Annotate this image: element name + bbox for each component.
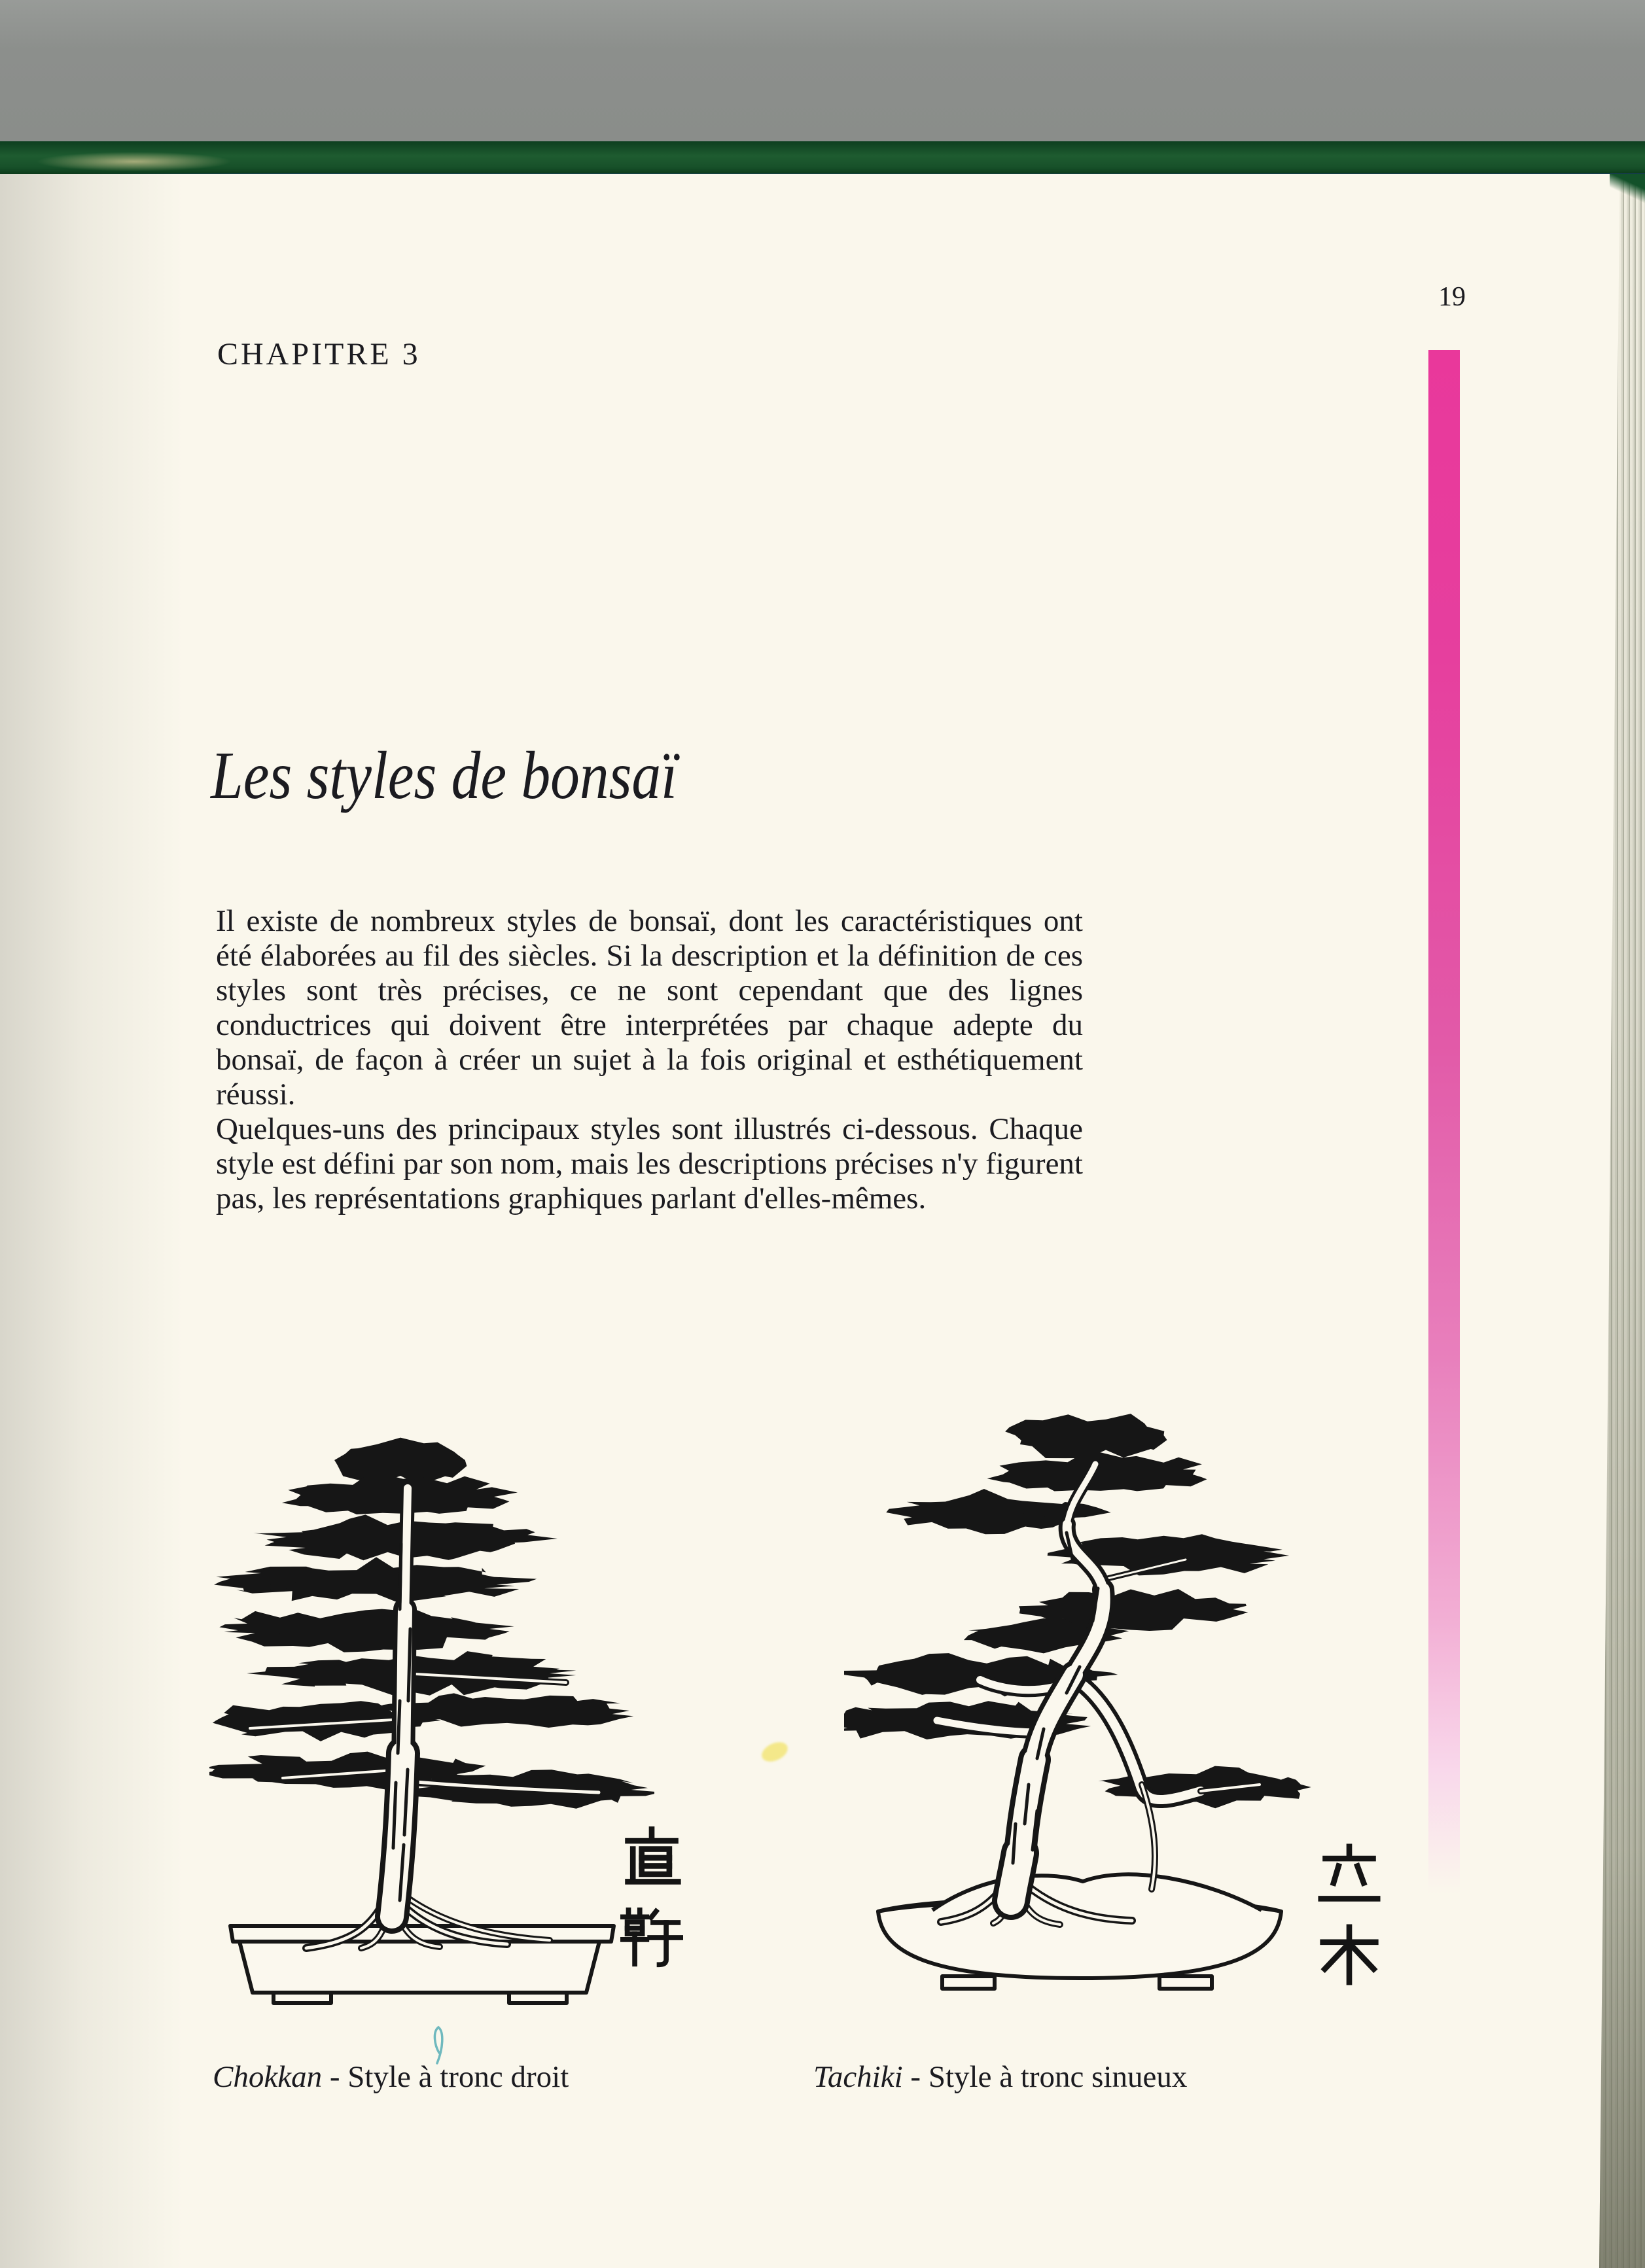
figure-chokkan [209,1413,654,2034]
kanji-stand-icon [1318,1843,1381,1906]
tachiki-tree-illustration [844,1392,1315,2014]
figure-tachiki [844,1392,1315,2014]
cover-corner [1610,174,1645,205]
body-text [216,904,1083,1216]
page-fore-edge [1599,174,1645,2268]
paragraph-2: Quelques-uns des principaux styles sont illustrés ci-dessous. Chaque style est défini par son nom, mais les descriptions précises n'y figurent pas, les représentations graphiques parlant d'elles-mêmes. [216,1112,1083,1215]
tachiki-kanji [1318,1843,1381,1986]
book-page [0,174,1645,2268]
pen-scribble [424,2021,451,2068]
cover-glint [36,152,232,171]
caption-tachiki-rest: - Style à tronc sinueux [902,2060,1188,2094]
caption-chokkan [213,2059,569,2095]
chokkan-tree-illustration [209,1413,654,2034]
caption-tachiki-style: Tachiki [813,2060,903,2094]
accent-bar [1428,350,1460,1894]
page-number: 19 [1438,282,1466,312]
kanji-tree-icon [1318,1923,1381,1986]
chapter-heading: CHAPITRE 3 [217,337,421,372]
highlighter-smudge [758,1738,790,1765]
page-title: Les styles de bonsaï [211,738,677,813]
book-cover-edge [0,141,1645,174]
kanji-trunk-icon [620,1906,683,1969]
caption-chokkan-style: Chokkan [213,2060,323,2094]
kanji-straight-icon [620,1826,683,1889]
chokkan-kanji [620,1826,683,1969]
paragraph-1: Il existe de nombreux styles de bonsaï, dont les caractéristiques ont été élaborées au fil des siècles. Si la description et la définition de ces styles sont très précises, ce ne sont cependant que des lignes conductrices qui doivent être interprétées par chaque adepte du bonsaï, de façon à créer un sujet à la fois original et esthétiquement réussi. [216,904,1083,1111]
binding-shadow [0,174,183,2268]
scanner-background [0,0,1645,141]
caption-chokkan-rest: - Style à tronc droit [322,2060,569,2094]
caption-tachiki [813,2059,1187,2095]
